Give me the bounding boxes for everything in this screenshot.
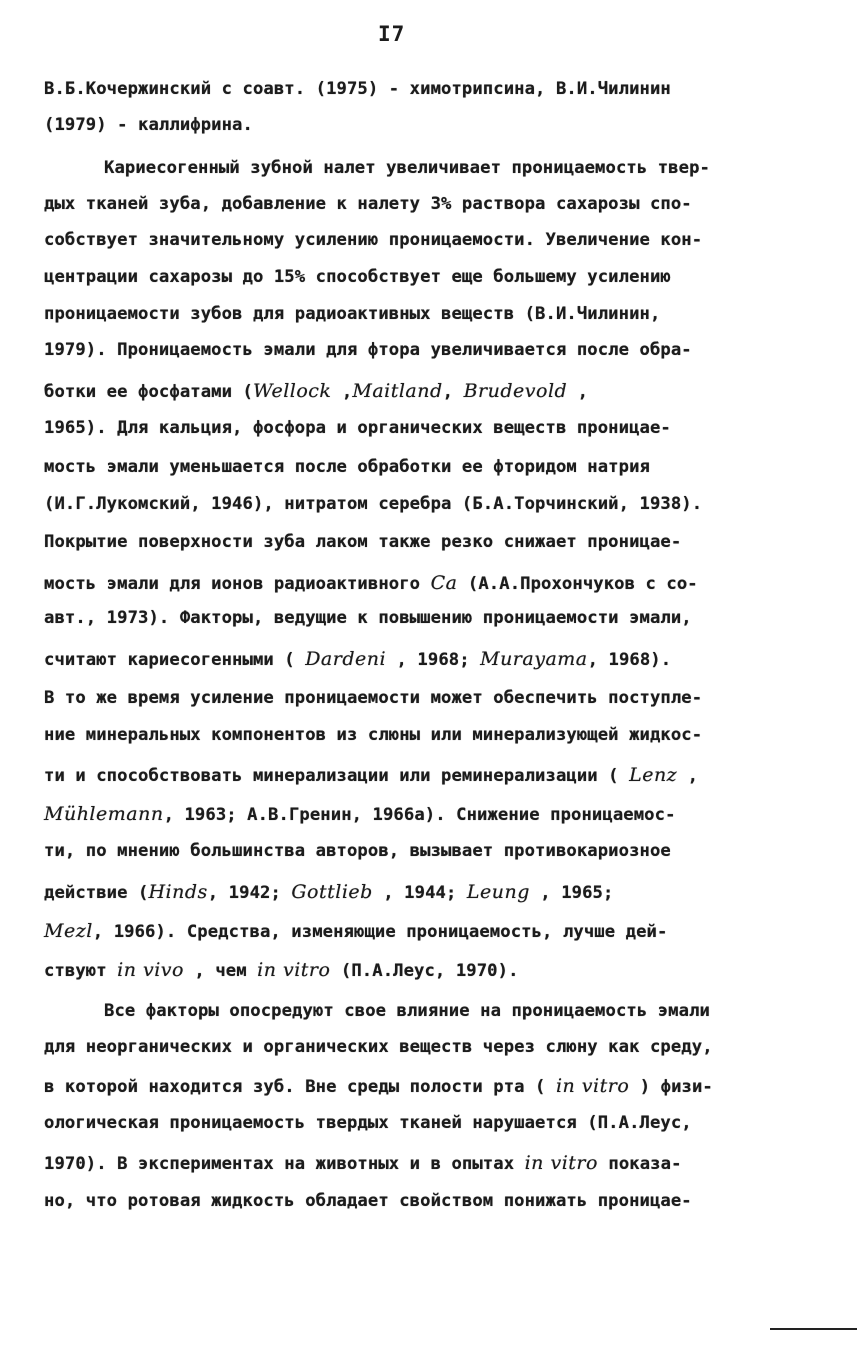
text-line (44, 382, 817, 401)
typed-text: дых тканей зуба, добавление к налету 3% раствора сахарозы спо- (44, 194, 692, 214)
typed-text: , (567, 382, 589, 402)
text-line (44, 81, 817, 98)
page-number: I7 (378, 22, 406, 46)
handwritten-term: Hinds (148, 881, 208, 903)
handwritten-term: Lenz (629, 764, 678, 786)
typed-text: в которой находится зуб. Вне среды полости рта ( (44, 1077, 556, 1097)
typed-text: мость эмали уменьшается после обработки ее фторидом натрия (44, 457, 650, 477)
text-line (44, 961, 817, 980)
typed-text: мость эмали для ионов радиоактивного (44, 574, 431, 594)
text-line (44, 196, 817, 213)
typed-text: ти и способствовать минерализации или реминерализации ( (44, 766, 630, 786)
handwritten-term: in vitro (257, 959, 331, 981)
typed-text: центрации сахарозы до 15% способствует еще большему усилению (44, 267, 671, 287)
text-line (44, 1039, 817, 1056)
handwritten-term: Murayama (480, 648, 588, 670)
typed-text: , 1963; А.В.Гренин, 1966а). Снижение проницаемос- (163, 805, 676, 825)
typed-text: , 1944; (372, 883, 467, 903)
typed-text: , 1968). (587, 650, 672, 670)
typed-text: , (677, 766, 699, 786)
handwritten-term: Maitland (352, 380, 443, 402)
typed-text: Все факторы опосредуют свое влияние на проницаемость эмали (104, 1001, 710, 1021)
handwritten-term: Leung (466, 881, 530, 903)
handwritten-term: Brudevold (463, 380, 568, 402)
typed-text: проницаемости зубов для радиоактивных веществ (В.И.Чилинин, (44, 304, 661, 324)
text-line (44, 1154, 817, 1173)
text-line (44, 342, 817, 359)
typed-text: , 1965; (529, 883, 614, 903)
typed-text: , чем (183, 961, 258, 981)
handwritten-term: Ca (430, 572, 458, 594)
handwritten-term: Mezl (44, 920, 93, 942)
typed-text: ти, по мнению большинства авторов, вызывает противокариозное (44, 841, 671, 861)
handwritten-term: Wellock (252, 380, 332, 402)
handwritten-term: in vivo (117, 959, 184, 981)
typed-text: , 1966). Средства, изменяющие проницаемость, лучше дей- (92, 922, 668, 942)
text-line (44, 420, 817, 437)
bottom-rule (770, 1328, 857, 1330)
text-line (44, 1115, 817, 1132)
typed-text: показа- (597, 1154, 682, 1174)
typed-text: собствует значительному усилению проницаемости. Увеличение кон- (44, 230, 703, 250)
typed-text: ствуют (44, 961, 118, 981)
text-line (44, 690, 817, 707)
typed-text: для неорганических и органических веществ через слюну как среду, (44, 1037, 713, 1057)
typed-text: ологическая проницаемость твердых тканей нарушается (П.А.Леус, (44, 1113, 692, 1133)
text-line (44, 269, 817, 286)
text-line (44, 922, 817, 941)
text-line (44, 650, 817, 669)
typed-text: , 1968; (386, 650, 481, 670)
typed-text: Кариесогенный зубной налет увеличивает проницаемость твер- (104, 158, 710, 178)
typed-text: ботки ее фосфатами ( (44, 382, 253, 402)
handwritten-term: Mühlemann (44, 803, 164, 825)
typed-text: ) физи- (629, 1077, 713, 1097)
typed-text: 1965). Для кальция, фосфора и органических веществ проницае- (44, 418, 671, 438)
typed-text: ние минеральных компонентов из слюны или минерализующей жидкос- (44, 725, 703, 745)
typed-text: (И.Г.Лукомский, 1946), нитратом серебра (Б.А.Торчинский, 1938). (44, 494, 703, 514)
text-line (44, 232, 817, 249)
handwritten-term: in vitro (524, 1152, 598, 1174)
typed-text: , (442, 382, 464, 402)
text-line (44, 766, 817, 785)
typed-text: (А.А.Прохончуков с со- (457, 574, 698, 594)
typed-text: (1979) - каллифрина. (44, 115, 253, 135)
text-line (44, 306, 817, 323)
typed-text: , 1942; (207, 883, 292, 903)
typed-text: авт., 1973). Факторы, ведущие к повышению проницаемости эмали, (44, 608, 692, 628)
typed-text: В.Б.Кочержинский с соавт. (1975) - химотрипсина, В.И.Чилинин (44, 79, 671, 99)
typed-text: Покрытие поверхности зуба лаком также резко снижает проницае- (44, 532, 682, 552)
typed-text: , (331, 382, 353, 402)
typed-text: 1979). Проницаемость эмали для фтора увеличивается после обра- (44, 340, 692, 360)
text-line (44, 574, 817, 593)
handwritten-term: Dardeni (305, 648, 387, 670)
typed-text: но, что ротовая жидкость обладает свойством понижать проницае- (44, 1191, 692, 1211)
text-line (44, 727, 817, 744)
handwritten-term: Gottlieb (291, 881, 373, 903)
text-line (44, 496, 817, 513)
text-line (44, 1193, 817, 1210)
handwritten-term: in vitro (555, 1075, 630, 1097)
text-line (44, 610, 817, 627)
text-line (44, 459, 817, 476)
text-line (44, 843, 817, 860)
text-line (44, 1077, 817, 1096)
text-line (44, 805, 817, 824)
text-line (44, 117, 817, 134)
typed-text: считают кариесогенными ( (44, 650, 306, 670)
text-line (44, 883, 817, 902)
text-line (44, 534, 817, 551)
typed-text: действие ( (44, 883, 149, 903)
typed-text: В то же время усиление проницаемости может обеспечить поступле- (44, 688, 703, 708)
typed-text: (П.А.Леус, 1970). (330, 961, 519, 981)
text-line (104, 160, 817, 177)
text-line (104, 1003, 817, 1020)
typed-text: 1970). В экспериментах на животных и в опытах (44, 1154, 525, 1174)
